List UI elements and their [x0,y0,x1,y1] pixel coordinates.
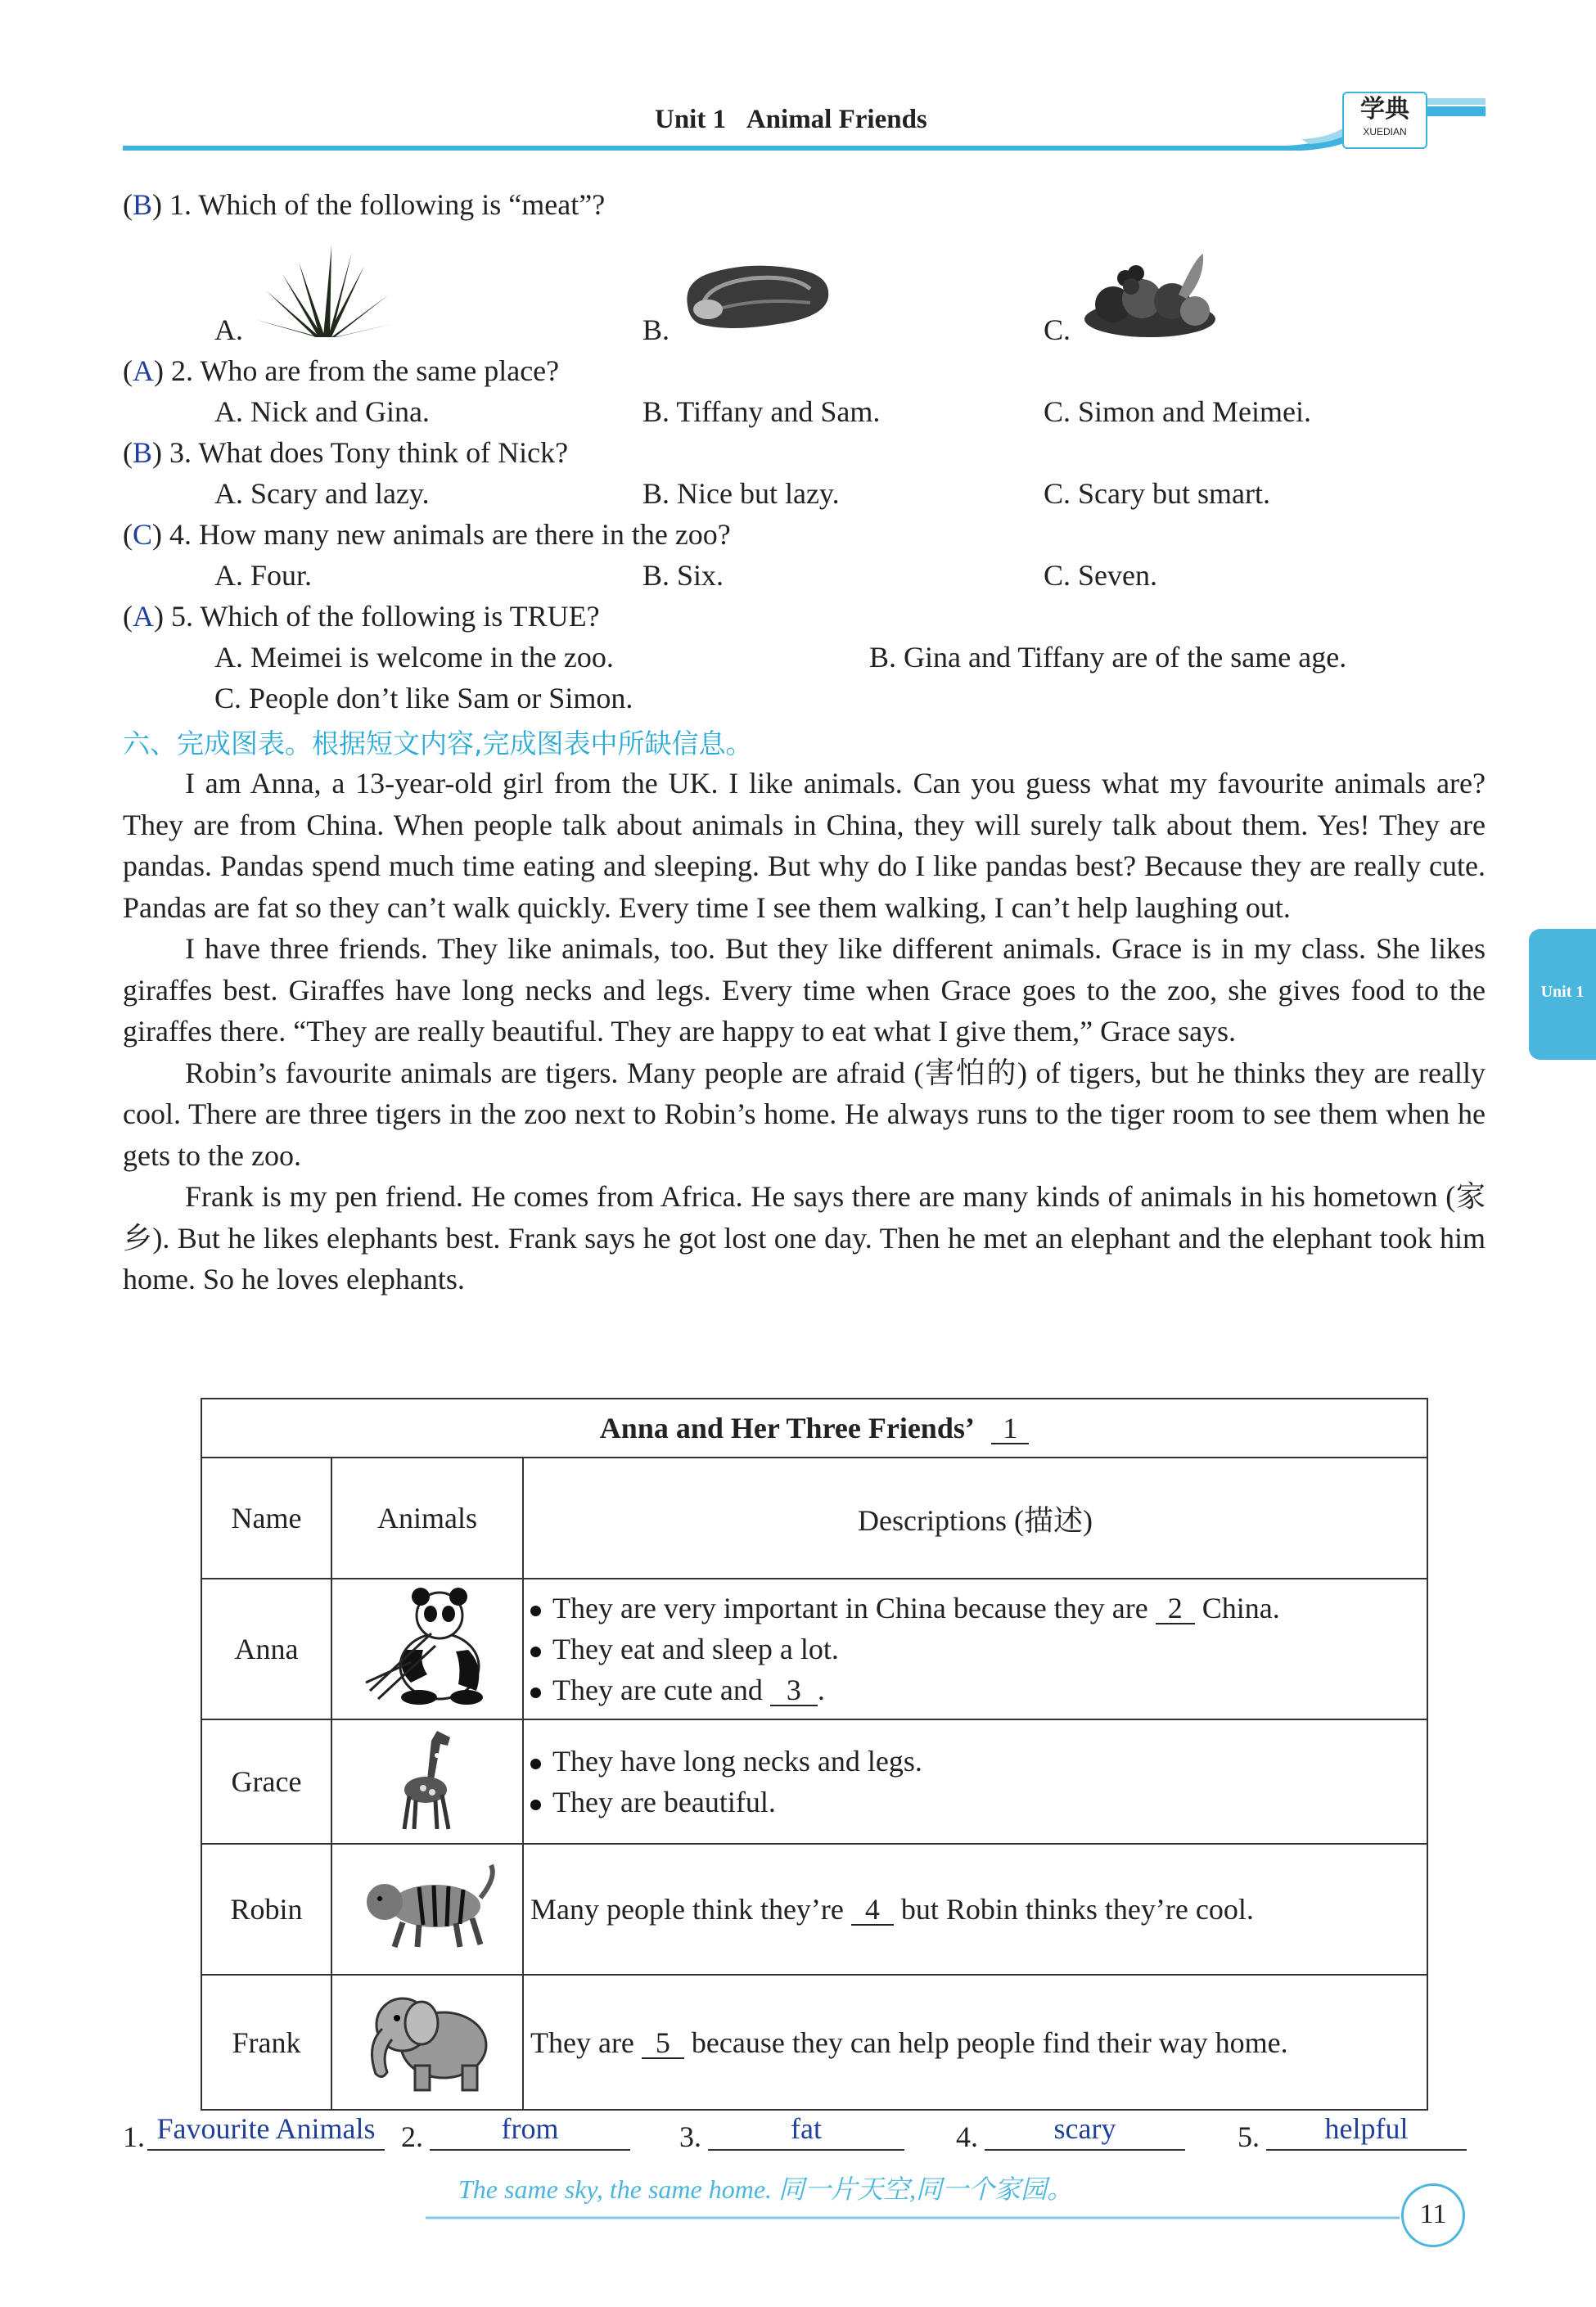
option-1a[interactable]: A. [214,313,243,346]
blank-1[interactable]: 1 [991,1413,1029,1444]
answer-fill-4[interactable]: scary [985,2111,1185,2151]
question-3: (B) 3. What does Tony think of Nick? [123,436,569,469]
answer-num-3: 3. [679,2120,701,2153]
footer-line [426,2210,1481,2226]
panda-icon [362,1584,493,1707]
grace-desc-2: They are beautiful. [530,1782,1420,1823]
header-title: Unit 1 Animal Friends [655,105,927,134]
anna-desc-1: They are very important in China because they are 2 China. [530,1588,1420,1629]
option-3b[interactable]: B. Nice but lazy. [642,477,840,510]
anna-desc-3: They are cute and 3 . [530,1669,1420,1710]
answer-2: A [133,354,154,387]
option-5b[interactable]: B. Gina and Tiffany are of the same age. [869,641,1347,674]
paragraph-2: I have three friends. They like animals, too. But they like different animals. Grace is in my class. She likes giraffes best. Giraffes have long necks and legs. Every time when Grace goes to the zoo, she gives food to the giraffes there. “They are really beautiful. They are happy to eat what I give them,” Grace says. [123,932,1486,1048]
header-descriptions: Descriptions (描述) [523,1458,1427,1579]
answer-4: C [133,518,153,551]
paragraph-3: Robin’s favourite animals are tigers. Many people are afraid (害怕的) of tigers, but he thinks they are really cool. There are three tigers in the zoo next to Robin’s home. He always runs to the tiger room to see them when he gets to the zoo. [123,1056,1486,1172]
option-2c[interactable]: C. Simon and Meimei. [1044,395,1311,428]
header [123,95,1486,155]
header-animals: Animals [331,1458,523,1579]
tiger-icon [354,1861,501,1951]
answer-fill-1[interactable]: Favourite Animals [147,2111,385,2151]
reading-passage [123,763,1486,1300]
blank-5[interactable]: 5 [642,2028,684,2059]
fruit-icon [1080,254,1220,340]
grass-icon [250,246,397,340]
section-heading: 六、完成图表。根据短文内容,完成图表中所缺信息。 [123,728,753,759]
blank-2[interactable]: 2 [1156,1593,1195,1624]
blank-3[interactable]: 3 [770,1675,818,1706]
row-grace [201,1719,1427,1844]
name-robin: Robin [201,1844,331,1975]
row-robin [201,1844,1427,1975]
option-2a[interactable]: A. Nick and Gina. [214,395,430,428]
robin-desc: Many people think they’re 4 but Robin thinks they’re cool. [523,1844,1427,1975]
answer-fill-2[interactable]: from [430,2111,630,2151]
option-3c[interactable]: C. Scary but smart. [1044,477,1270,510]
blank-4[interactable]: 4 [851,1895,894,1926]
row-anna [201,1579,1427,1719]
answer-fill-5[interactable]: helpful [1266,2111,1467,2151]
brand-logo: 学典 XUEDIAN [1342,92,1427,149]
option-3a[interactable]: A. Scary and lazy. [214,477,430,510]
meat-icon [679,260,835,334]
answer-5: A [133,600,154,633]
answer-num-2: 2. [401,2120,423,2153]
option-4b[interactable]: B. Six. [642,559,724,592]
answer-num-1: 1. [123,2120,145,2153]
option-2b[interactable]: B. Tiffany and Sam. [642,395,881,428]
row-frank [201,1975,1427,2110]
header-name: Name [201,1458,331,1579]
answer-1: B [133,188,153,221]
paragraph-4: Frank is my pen friend. He comes from Africa. He says there are many kinds of animals in his hometown (家乡). But he likes elephants best. Frank says he got lost one day. Then he met an elephant and the elephant took him home. So he loves elephants. [123,1180,1486,1295]
option-1c[interactable]: C. [1044,313,1071,346]
side-unit-tab: Unit 1 [1529,929,1596,1060]
page-number: 11 [1401,2183,1465,2247]
option-4c[interactable]: C. Seven. [1044,559,1157,592]
info-chart [201,1398,1428,2111]
answer-fill-3[interactable]: fat [708,2111,904,2151]
giraffe-icon [386,1723,468,1833]
name-grace: Grace [201,1719,331,1844]
answer-num-5: 5. [1238,2120,1260,2153]
frank-desc: They are 5 because they can help people find their way home. [523,1975,1427,2110]
question-5: (A) 5. Which of the following is TRUE? [123,600,600,633]
anna-desc-2: They eat and sleep a lot. [530,1629,1420,1669]
option-5c[interactable]: C. People don’t like Sam or Simon. [214,682,633,714]
answer-num-4: 4. [956,2120,978,2153]
paragraph-1: I am Anna, a 13-year-old girl from the UK. I like animals. Can you guess what my favourite animals are? They are from China. When people talk about animals in China, they will surely talk about them. Yes! They are pandas. Pandas spend much time eating and sleeping. But why do I like pandas best? Because they are really cute. Pandas are fat so they can’t walk quickly. Every time I see them walking, I can’t help laughing out. [123,767,1486,924]
question-1: (B) 1. Which of the following is “meat”? [123,188,606,221]
grace-desc-1: They have long necks and legs. [530,1741,1420,1782]
question-4: (C) 4. How many new animals are there in the zoo? [123,518,731,551]
option-1b[interactable]: B. [642,313,670,346]
name-frank: Frank [201,1975,331,2110]
name-anna: Anna [201,1579,331,1719]
option-5a[interactable]: A. Meimei is welcome in the zoo. [214,641,614,674]
elephant-icon [358,1984,497,2094]
question-2: (A) 2. Who are from the same place? [123,354,560,387]
chart-title: Anna and Her Three Friends’ 1 [201,1399,1427,1458]
answer-3: B [133,436,153,469]
option-4a[interactable]: A. Four. [214,559,313,592]
footer-slogan: The same sky, the same home. 同一片天空,同一个家园。 [458,2174,1074,2204]
